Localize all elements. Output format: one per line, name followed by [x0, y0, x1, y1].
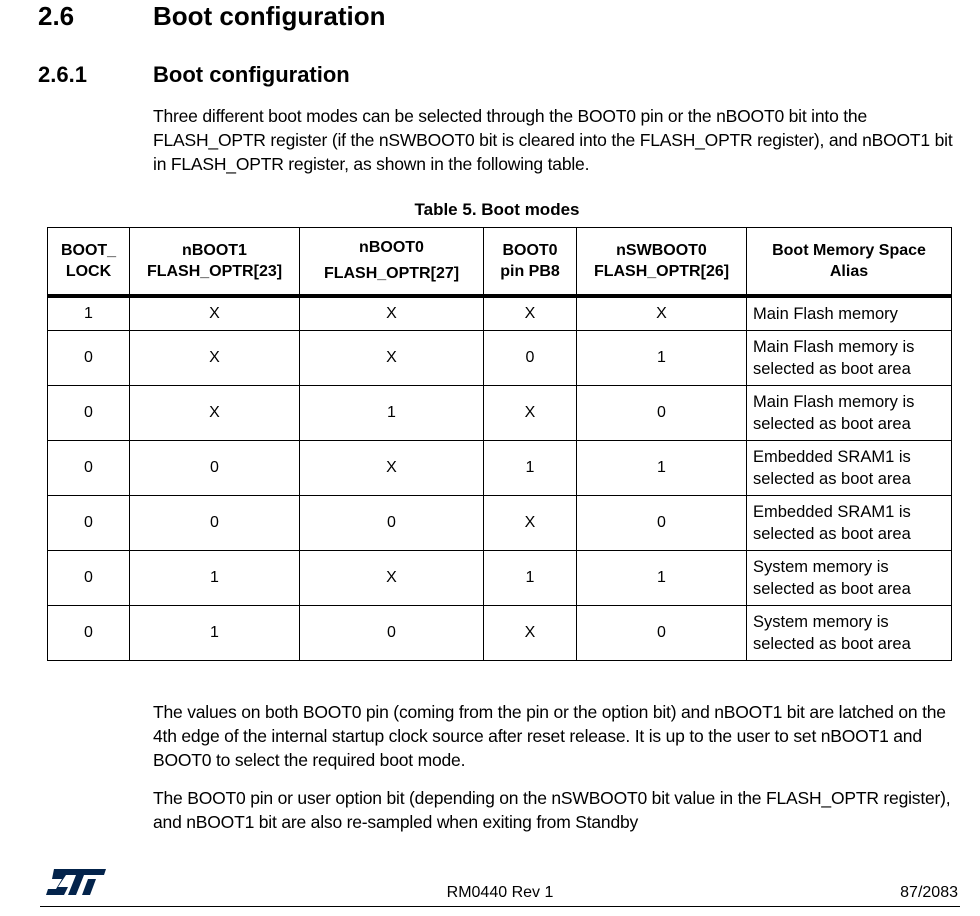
- table-row: [48, 606, 952, 661]
- cell-boot0-pin: 0: [484, 331, 577, 386]
- cell-boot-lock: 0: [48, 606, 130, 661]
- cell-boot-lock: 0: [48, 331, 130, 386]
- document-id: RM0440 Rev 1: [446, 884, 554, 901]
- table-row: [48, 496, 952, 551]
- cell-boot-lock: 0: [48, 496, 130, 551]
- cell-alias: Main Flash memory is selected as boot area: [747, 386, 952, 441]
- header-nboot1: nBOOT1 FLASH_OPTR[23]: [130, 228, 300, 297]
- header-boot-memory-alias: Boot Memory Space Alias: [747, 228, 952, 297]
- cell-boot-lock: 0: [48, 551, 130, 606]
- cell-boot0-pin: X: [484, 296, 577, 331]
- header-boot0-pin: BOOT0 pin PB8: [484, 228, 577, 297]
- table-caption: Table 5. Boot modes: [414, 200, 580, 219]
- cell-alias: Embedded SRAM1 is selected as boot area: [747, 441, 952, 496]
- cell-nboot0: 1: [300, 386, 484, 441]
- cell-alias: System memory is selected as boot area: [747, 606, 952, 661]
- cell-boot0-pin: X: [484, 386, 577, 441]
- resample-paragraph: The BOOT0 pin or user option bit (depending on the nSWBOOT0 bit value in the FLASH_OPTR register), and nBOOT1 bit are also re-sampled when exiting from Standby: [153, 788, 951, 832]
- cell-alias: Embedded SRAM1 is selected as boot area: [747, 496, 952, 551]
- cell-boot-lock: 1: [48, 296, 130, 331]
- section-title: Boot configuration: [153, 1, 386, 31]
- table-row: [48, 296, 952, 331]
- cell-boot-lock: 0: [48, 441, 130, 496]
- header-nswboot0: nSWBOOT0 FLASH_OPTR[26]: [577, 228, 747, 297]
- header-nboot0: nBOOT0 FLASH_OPTR[27]: [300, 228, 484, 297]
- footer-divider: [40, 906, 960, 907]
- intro-paragraph: Three different boot modes can be selected through the BOOT0 pin or the nBOOT0 bit into the FLASH_OPTR register (if the nSWBOOT0 bit is cleared into the FLASH_OPTR register), and nBOOT1 bit in FLASH_OPTR register, as shown in the following table.: [153, 106, 953, 174]
- section-number: 2.6: [38, 1, 75, 31]
- cell-nswboot0: 1: [577, 331, 747, 386]
- cell-nswboot0: 1: [577, 441, 747, 496]
- table-header-row: [48, 228, 952, 297]
- cell-nswboot0: 0: [577, 386, 747, 441]
- cell-nboot1: 0: [130, 441, 300, 496]
- cell-nboot0: 0: [300, 496, 484, 551]
- table-row: [48, 551, 952, 606]
- latch-paragraph: The values on both BOOT0 pin (coming from the pin or the option bit) and nBOOT1 bit are latched on the 4th edge of the internal startup clock source after reset release. It is up to the user to set nBOOT1 and BOOT0 to select the required boot mode.: [153, 702, 946, 770]
- cell-nswboot0: 0: [577, 606, 747, 661]
- cell-alias: Main Flash memory: [747, 296, 952, 331]
- cell-nboot1: 0: [130, 496, 300, 551]
- cell-nboot0: X: [300, 296, 484, 331]
- cell-nboot1: 1: [130, 606, 300, 661]
- cell-nswboot0: X: [577, 296, 747, 331]
- table-row: [48, 441, 952, 496]
- subsection-number: 2.6.1: [38, 62, 87, 87]
- cell-boot0-pin: X: [484, 606, 577, 661]
- boot-modes-table: [47, 227, 952, 661]
- cell-nboot1: 1: [130, 551, 300, 606]
- cell-boot-lock: 0: [48, 386, 130, 441]
- cell-nswboot0: 0: [577, 496, 747, 551]
- cell-nswboot0: 1: [577, 551, 747, 606]
- cell-nboot0: X: [300, 441, 484, 496]
- page-number: 87/2083: [900, 884, 958, 901]
- table-row: [48, 331, 952, 386]
- header-boot-lock: BOOT_ LOCK: [48, 228, 130, 297]
- cell-boot0-pin: 1: [484, 551, 577, 606]
- cell-nboot0: X: [300, 551, 484, 606]
- cell-alias: Main Flash memory is selected as boot area: [747, 331, 952, 386]
- cell-nboot0: 0: [300, 606, 484, 661]
- cell-boot0-pin: X: [484, 496, 577, 551]
- subsection-title: Boot configuration: [153, 62, 350, 87]
- cell-nboot1: X: [130, 296, 300, 331]
- cell-nboot0: X: [300, 331, 484, 386]
- cell-boot0-pin: 1: [484, 441, 577, 496]
- cell-nboot1: X: [130, 331, 300, 386]
- cell-nboot1: X: [130, 386, 300, 441]
- cell-alias: System memory is selected as boot area: [747, 551, 952, 606]
- table-row: [48, 386, 952, 441]
